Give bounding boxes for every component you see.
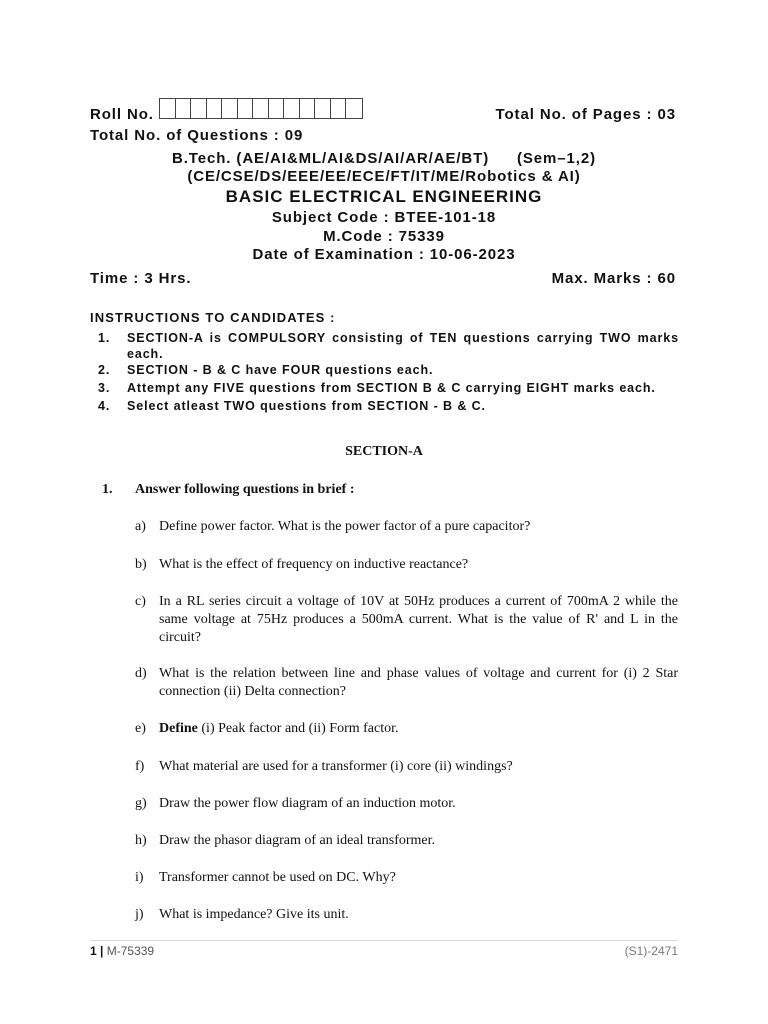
roll-number-box[interactable] [207,99,223,118]
subquestion-label: c) [135,594,146,609]
subquestion-label: h) [135,833,147,848]
subquestion-j [135,906,678,924]
subquestion-text: Draw the power flow diagram of an induction motor. [159,796,456,811]
instruction-item [98,362,678,378]
total-pages: Total No. of Pages : 03 [495,106,676,123]
subquestion-label: b) [135,557,147,572]
instruction-text: SECTION-A is COMPULSORY consisting of TEN questions carrying TWO marks each. [127,331,679,361]
subquestion-label: f) [135,759,145,774]
subquestion-text: What is the effect of frequency on inductive reactance? [159,557,469,572]
question-number: 1. [102,482,113,497]
roll-number-box[interactable] [346,99,362,118]
instruction-text: Attempt any FIVE questions from SECTION B & C carrying EIGHT marks each. [127,381,656,395]
subquestion-text: Transformer cannot be used on DC. Why? [159,870,396,885]
subquestion-d [135,665,678,701]
m-code: M.Code : 75339 [323,228,445,245]
question-heading: Answer following questions in brief : [135,482,355,497]
subquestion-a [135,518,678,536]
instructions-title: INSTRUCTIONS TO CANDIDATES : [90,310,336,325]
section-title: SECTION-A [345,444,423,459]
subquestion-e [135,720,678,738]
subject-code: Subject Code : BTEE-101-18 [271,209,497,226]
instruction-number: 4. [98,399,111,413]
course-line-2: (CE/CSE/DS/EEE/EE/ECE/FT/IT/ME/Robotics & AI) [187,168,581,185]
exam-time: Time : 3 Hrs. [90,270,192,287]
roll-number-box[interactable] [269,99,285,118]
instruction-text: SECTION - B & C have FOUR questions each. [127,363,434,377]
max-marks: Max. Marks : 60 [551,270,676,287]
subquestion-label: e) [135,721,146,736]
course-line-1: B.Tech. (AE/AI&ML/AI&DS/AI/AR/AE/BT) [172,150,490,167]
roll-number-box[interactable] [191,99,207,118]
exam-date: Date of Examination : 10-06-2023 [252,246,516,263]
subquestion-text: Define power factor. What is the power factor of a pure capacitor? [159,519,531,534]
subquestion-i [135,869,678,887]
subquestion-label: j) [135,907,144,922]
roll-number-box[interactable] [222,99,238,118]
subquestion-text: What is the relation between line and phase values of voltage and current for (i) 2 Star connection (ii) Delta connection? [159,666,678,699]
footer-left [90,944,154,958]
roll-number-box[interactable] [284,99,300,118]
roll-number-box[interactable] [160,99,176,118]
subquestion-text [159,720,678,738]
footer-right: (S1)-2471 [624,944,678,958]
subquestion-text: Draw the phasor diagram of an ideal transformer. [159,833,436,848]
instruction-number: 2. [98,363,111,377]
subquestion-text: In a RL series circuit a voltage of 10V at 50Hz produces a current of 700mA 2 while the same voltage at 75Hz produces a 500mA current. What is the value of R' and L in the circuit? [159,594,678,645]
define-keyword: Define [159,721,198,736]
instruction-text: Select atleast TWO questions from SECTION - B & C. [127,399,486,413]
roll-number-box[interactable] [176,99,192,118]
subquestion-h [135,832,678,850]
subquestion-f [135,758,678,776]
roll-number-box[interactable] [315,99,331,118]
footer-code: M-75339 [106,944,155,958]
roll-number-box[interactable] [253,99,269,118]
roll-number-label: Roll No. [90,106,154,123]
subquestion-b [135,556,678,574]
subquestion-label: g) [135,796,147,811]
roll-number-box[interactable] [238,99,254,118]
subquestion-label: i) [135,870,144,885]
page-number: 1 [90,944,97,958]
instruction-number: 3. [98,381,111,395]
instruction-number: 1. [98,331,111,345]
roll-number-boxes[interactable] [159,98,363,119]
instruction-item [98,398,678,414]
subquestion-c [135,593,678,647]
footer-separator: | [100,944,104,958]
subquestion-label: d) [135,666,147,681]
roll-number-box[interactable] [331,99,347,118]
subquestion-text-rest: (i) Peak factor and (ii) Form factor. [197,721,399,736]
footer-divider [90,940,678,941]
subject-title: BASIC ELECTRICAL ENGINEERING [225,187,543,206]
subquestion-text: What material are used for a transformer (i) core (ii) windings? [159,759,513,774]
semester: (Sem–1,2) [517,150,596,167]
subquestion-text: What is impedance? Give its unit. [159,907,349,922]
subquestion-label: a) [135,519,146,534]
subquestion-g [135,795,678,813]
roll-number-box[interactable] [300,99,316,118]
instruction-item [98,380,678,396]
total-questions: Total No. of Questions : 09 [90,127,304,144]
instruction-item [98,330,678,362]
